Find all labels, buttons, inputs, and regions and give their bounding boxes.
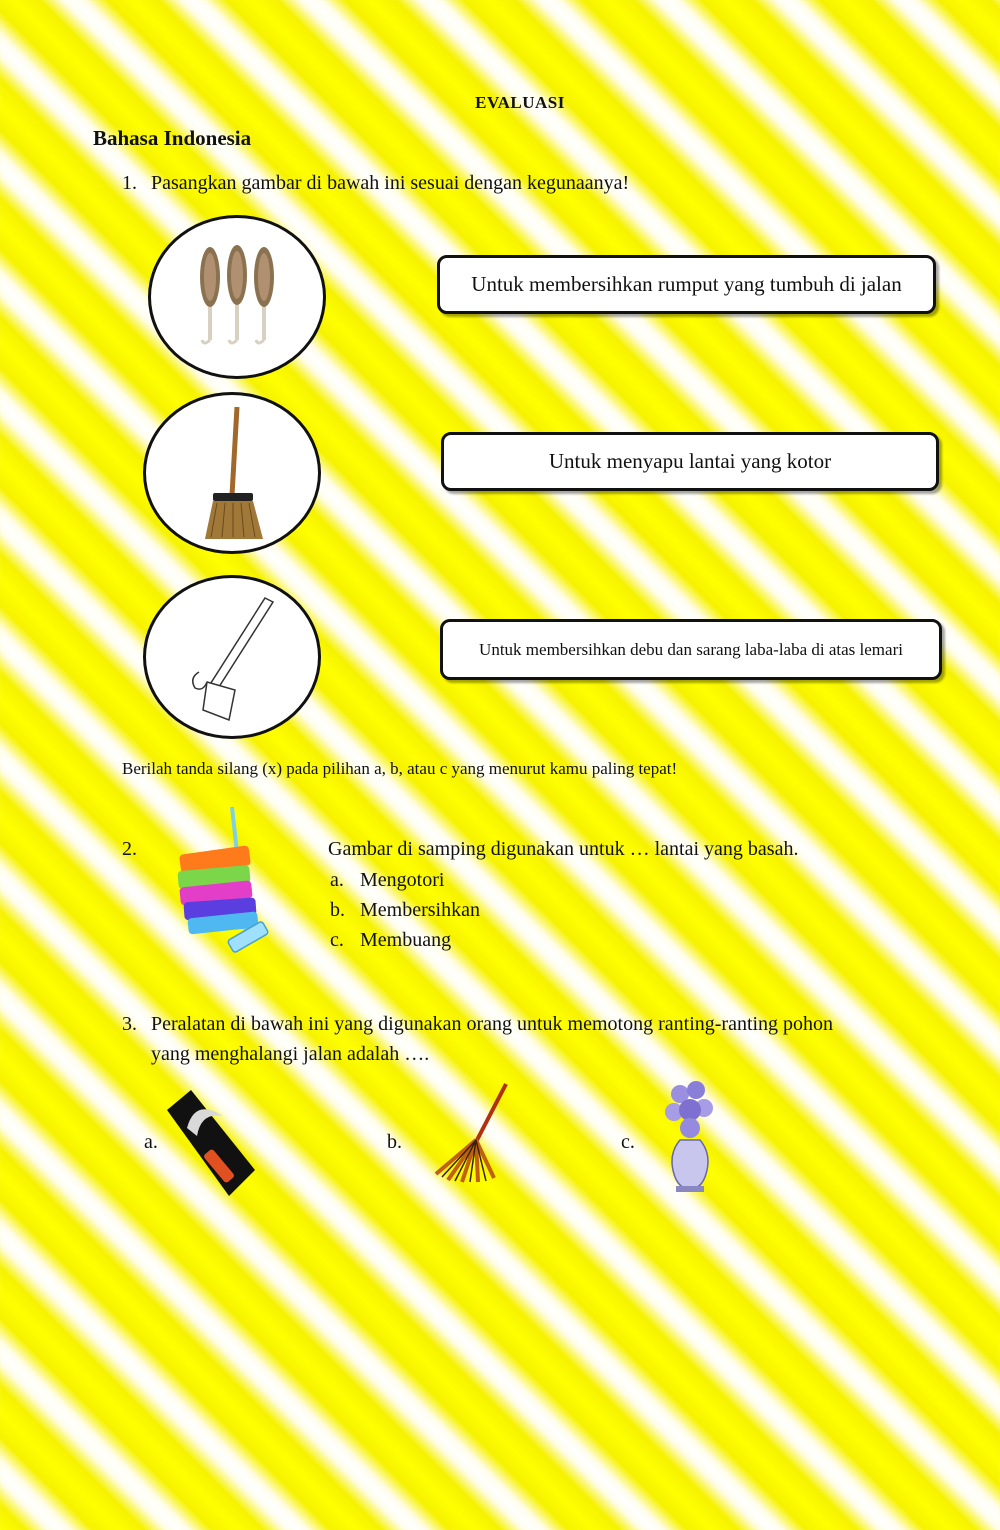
q3-option-a-letter[interactable]: a. xyxy=(144,1131,158,1153)
flower-vase-icon[interactable] xyxy=(660,1080,720,1195)
q3-option-c-letter[interactable]: c. xyxy=(621,1131,635,1153)
sickle-icon[interactable] xyxy=(165,1088,257,1198)
feather-duster-icon xyxy=(182,242,292,352)
q2-option-c-text[interactable]: Membuang xyxy=(360,929,452,951)
q3-number: 3. xyxy=(122,1013,137,1035)
q2-option-b-letter: b. xyxy=(330,899,345,921)
q2-option-a-text[interactable]: Mengotori xyxy=(360,869,445,891)
q3-text-line-1: Peralatan di bawah ini yang digunakan orang untuk memotong ranting-ranting pohon xyxy=(151,1013,834,1035)
q1-answer-box-2[interactable] xyxy=(441,432,939,491)
q1-answer-box-3[interactable] xyxy=(440,619,942,680)
broom-icon xyxy=(187,403,277,543)
q1-text: Pasangkan gambar di bawah ini sesuai dengan kegunaanya! xyxy=(151,172,630,194)
q3-text-line-2: yang menghalangi jalan adalah …. xyxy=(151,1043,430,1065)
q2-option-c[interactable] xyxy=(330,925,344,955)
hoe-icon xyxy=(177,592,287,722)
subject-heading: Bahasa Indonesia xyxy=(93,126,252,150)
q3-option-b-letter[interactable]: b. xyxy=(387,1131,402,1153)
instruction-text: Berilah tanda silang (x) pada pilihan a, b, atau c yang menurut kamu paling tepat! xyxy=(122,759,678,778)
q2-option-a-letter: a. xyxy=(330,869,344,891)
mop-icon xyxy=(170,805,275,965)
q2-option-c-letter: c. xyxy=(330,929,344,951)
q1-picture-2[interactable] xyxy=(143,392,321,554)
q2-text: Gambar di samping digunakan untuk … lantai yang basah. xyxy=(328,838,799,860)
q2-option-a[interactable] xyxy=(330,865,344,895)
q1-answer-box-2-label: Untuk menyapu lantai yang kotor xyxy=(548,449,832,473)
q1-picture-3[interactable] xyxy=(143,575,321,739)
q1-picture-1[interactable] xyxy=(148,215,326,379)
q1-number: 1. xyxy=(122,172,137,194)
q2-option-b[interactable] xyxy=(330,895,345,925)
q1-answer-box-1-label: Untuk membersihkan rumput yang tumbuh di jalan xyxy=(471,272,902,296)
q1-answer-box-3-label: Untuk membersihkan debu dan sarang laba-laba di atas lemari xyxy=(479,639,903,659)
page-title: EVALUASI xyxy=(475,93,565,112)
broom-icon[interactable] xyxy=(428,1082,510,1184)
q1-answer-box-1[interactable] xyxy=(437,255,936,314)
q2-number: 2. xyxy=(122,838,137,860)
q2-option-b-text[interactable]: Membersihkan xyxy=(360,899,480,921)
